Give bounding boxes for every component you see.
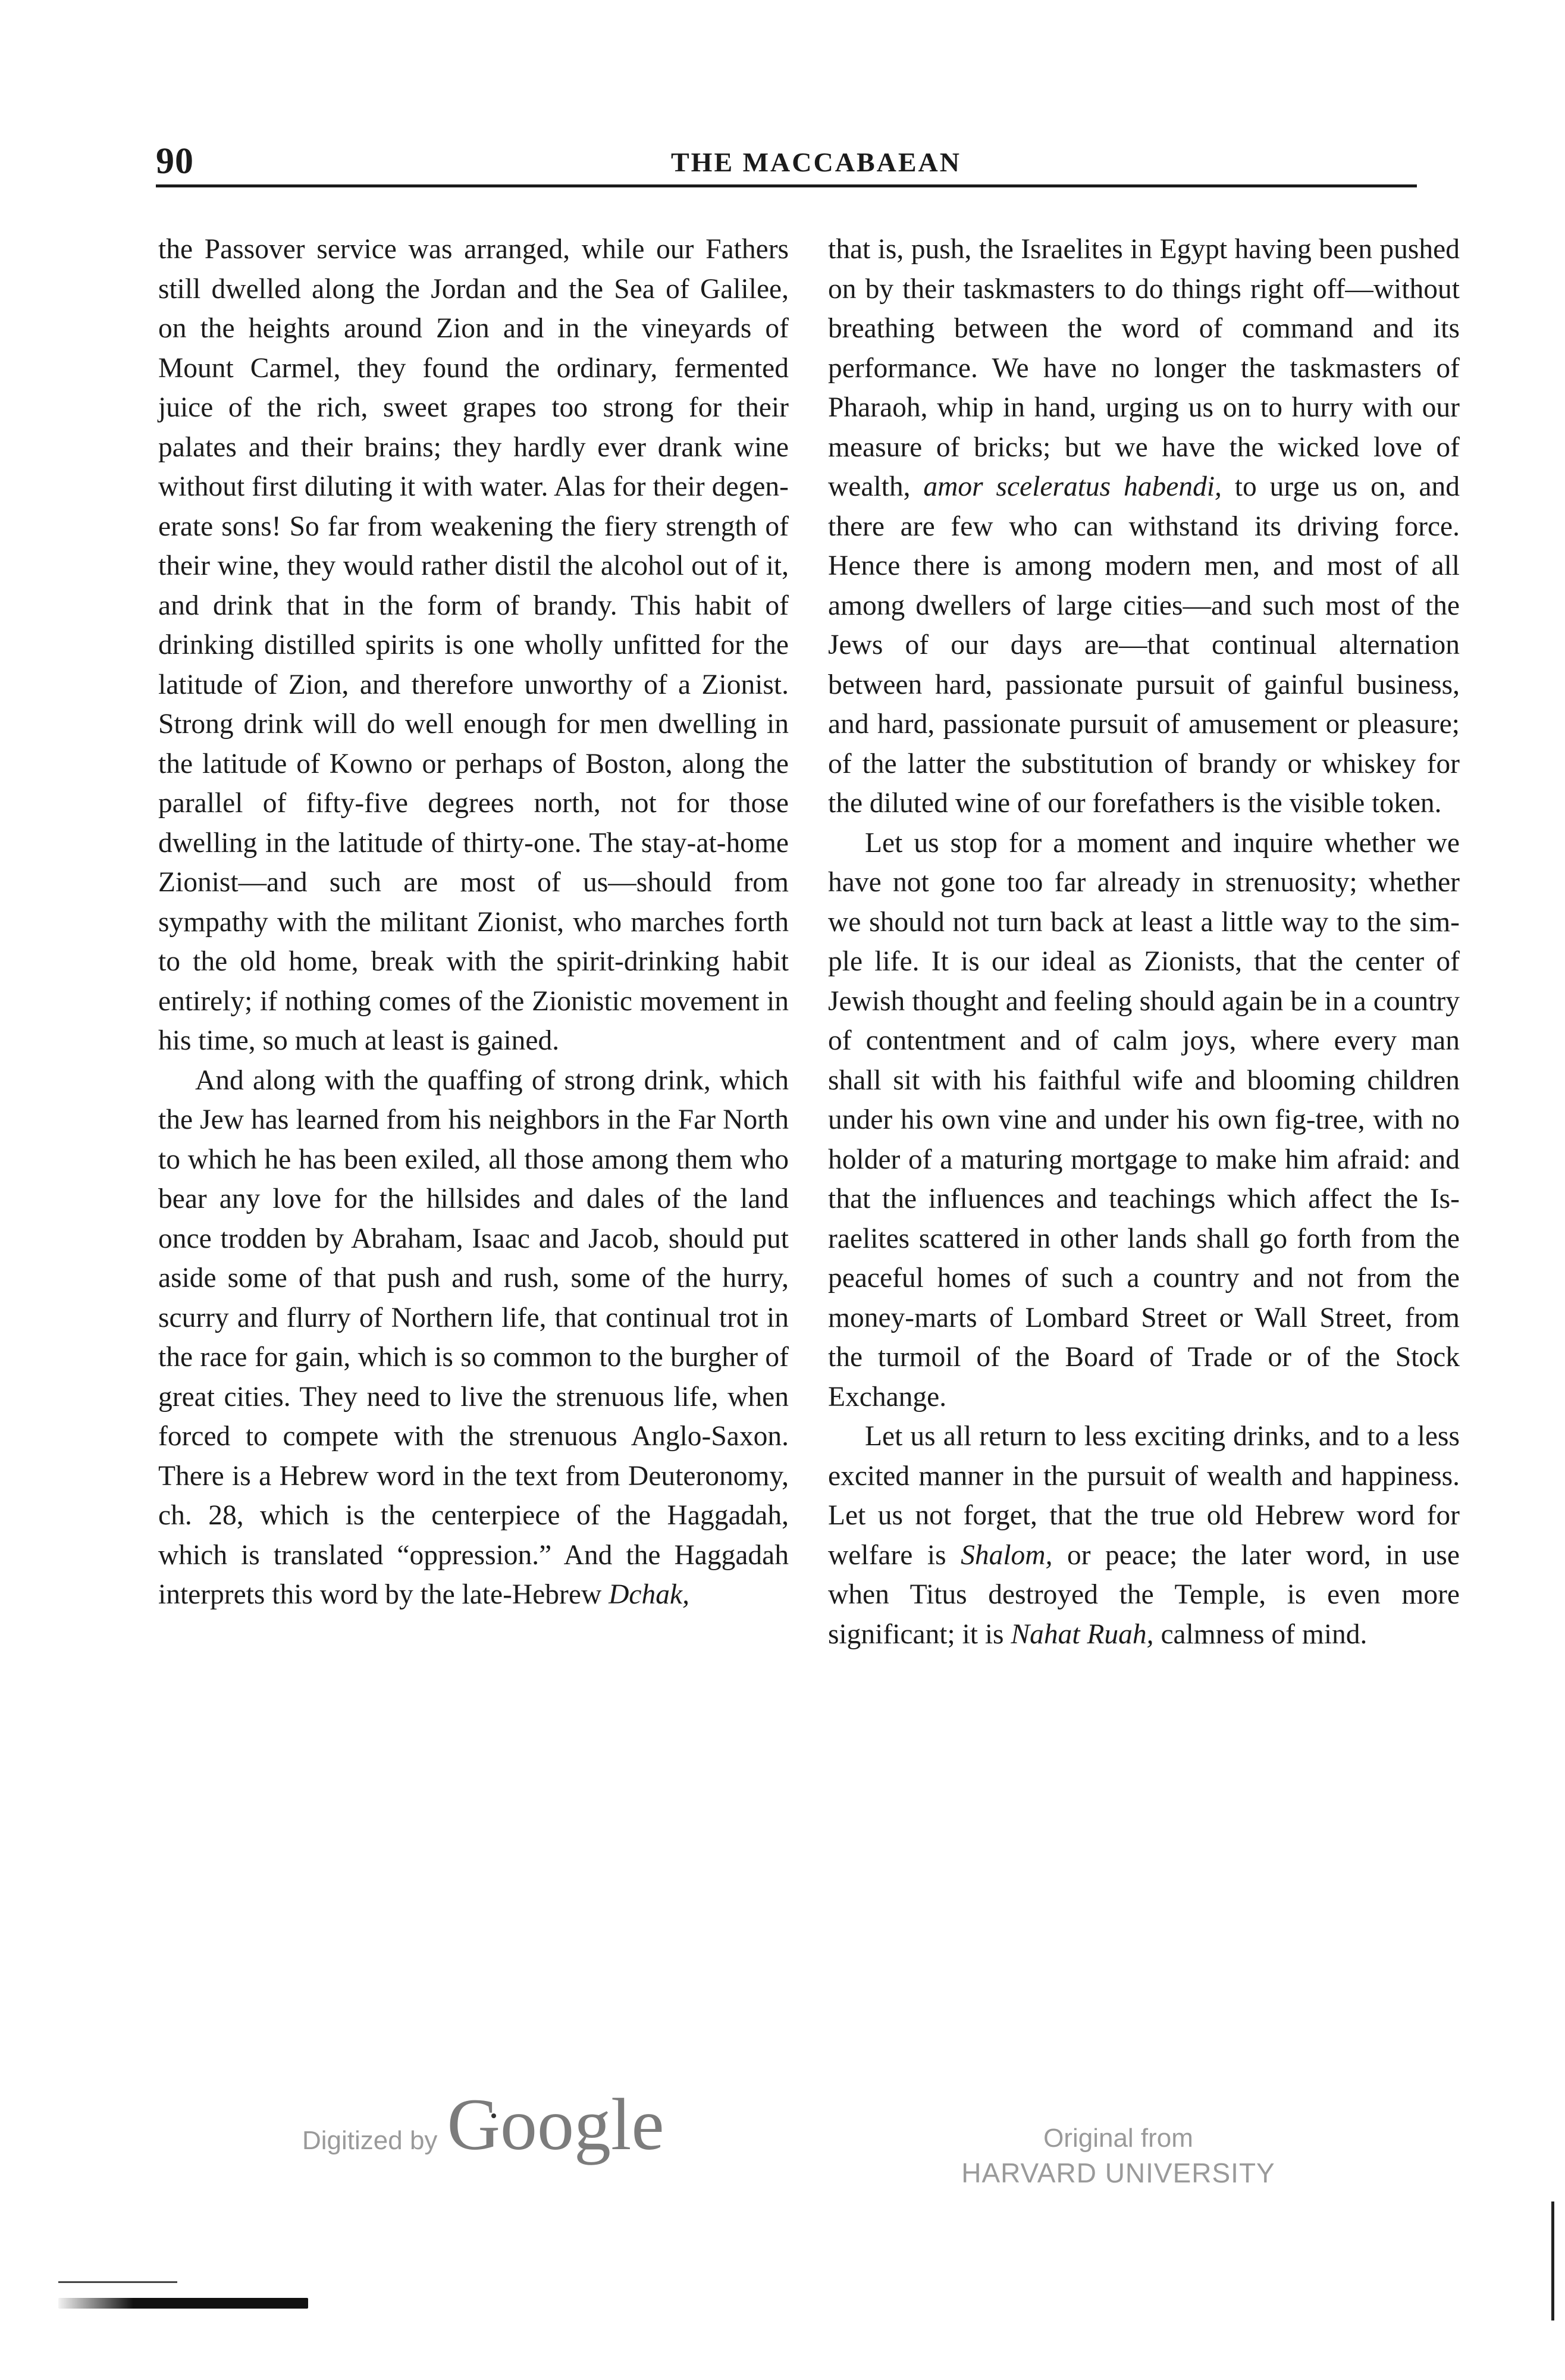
italic-run: amor sceleratus habendi, <box>923 471 1222 502</box>
text-run: And along with the quaffing of strong drink, which the Jew has learned from his neighbors in the Far North to which he has been exiled, all those among them who bear any love for the hillsides and dales of the land once trodden by Abraham, Isaac and Jacob, should put aside some of that push and rush, some of the hurry, scurry and flurry of Northern life, that continual trot in the race for gain, which is so common to the burgher of great cities. They need to live the strenuous life, when forced to compete with the strenuous Anglo-Saxon. There is a Hebrew word in the text from Deuteronomy, ch. 28, which is the centerpiece of the Haggadah, which is translated “oppression.” And the Haggadah interprets this word by the late-Hebrew <box>158 1064 789 1610</box>
left-column <box>158 230 789 1615</box>
body-paragraph <box>158 1061 789 1615</box>
text-run: or peace; the later word, in use when Titus destroyed the Temple, is even more significant; it is <box>828 1539 1460 1650</box>
text-run: the Passover service was arranged, while our Fathers still dwelled along the Jordan and the Sea of Galilee, on the heights around Zion and in the vineyards of Mount Carmel, they found the ordinary, fermented juice of the rich, sweet grapes too strong for their palates and their brains; they hardly ever drank wine without first diluting it with water. Alas for their degenerate sons! So far from weakening the fiery strength of their wine, they would rather distil the alcohol out of it, and drink that in the form of brandy. This habit of drinking distilled spirits is one wholly unfitted for the latitude of Zion, and therefore unworthy of a Zionist. Strong drink will do well enough for men dwelling in the latitude of Kowno or perhaps of Boston, along the parallel of fifty-five degrees north, not for those dwelling in the latitude of thirty-one. The stay-at-home Zionist—and such are most of us—should from sympathy with the militant Zionist, who marches forth to the old home, break with the spirit-drinking habit entirely; if nothing comes of the Zionistic movement in his time, so much at least is gained. <box>158 234 789 1056</box>
running-head: THE MACCABAEAN <box>671 147 961 177</box>
scan-edge-mark <box>58 2298 308 2309</box>
italic-run: Dchak, <box>609 1579 689 1610</box>
original-from-watermark <box>952 2122 1285 2191</box>
right-column <box>828 230 1460 1654</box>
text-run: calmness of mind. <box>1153 1618 1368 1650</box>
digitized-label: Digitized by <box>302 2126 438 2155</box>
scan-edge-mark-thin <box>58 2281 177 2283</box>
scan-edge-mark-right <box>1551 2202 1554 2320</box>
header-rule <box>156 184 1417 187</box>
italic-run: Nahat Ruah, <box>1011 1618 1154 1650</box>
italic-run: Shalom, <box>961 1539 1053 1571</box>
text-run: that is, push, the Israelites in Egypt having been pushed on by their taskmasters to do things right off—without breathing between the word of command and its performance. We have no longer the taskmasters of Pharaoh, whip in hand, urging us on to hurry with our measure of bricks; but we have the wicked love of wealth, <box>828 234 1460 502</box>
google-logo: Google <box>447 2084 664 2165</box>
body-paragraph <box>158 230 789 1061</box>
body-paragraph <box>828 230 1460 823</box>
text-run: Let us stop for a moment and inquire whether we have not gone too far already in strenuosity; whether we should not turn back at least a little way to the simple life. It is our ideal as Zionists, that the center of Jewish thought and feeling should again be in a country of contentment and of calm joys, where every man shall sit with his faithful wife and blooming children under his own vine and under his own fig-tree, with no holder of a maturing mortgage to make him afraid: and that the influences and teachings which affect the Israelites scattered in other lands shall go forth from the peaceful homes of such a country and not from the money-marts of Lombard Street or Wall Street, from the turmoil of the Board of Trade or of the Stock Exchange. <box>828 827 1460 1413</box>
text-run: Let us all return to less exciting drinks, and to a less excited manner in the pursuit of wealth and happiness. Let us not forget, that the true old Hebrew word for welfare is <box>828 1421 1460 1571</box>
digitized-by-watermark <box>302 2082 664 2167</box>
text-run: to urge us on, and there are few who can withstand its driving force. Hence there is among modern men, and most of all among dwellers of large cities—and such most of the Jews of our days are—that continual alternation between hard, passionate pursuit of gainful business, and hard, passionate pursuit of amusement or pleasure; of the latter the substitution of brandy or whiskey for the diluted wine of our forefathers is the visible token. <box>828 471 1460 819</box>
institution-name: HARVARD UNIVERSITY <box>961 2157 1275 2188</box>
page-number: 90 <box>156 141 194 181</box>
original-from-label: Original from <box>1043 2124 1193 2153</box>
body-paragraph <box>828 823 1460 1417</box>
body-paragraph <box>828 1417 1460 1654</box>
